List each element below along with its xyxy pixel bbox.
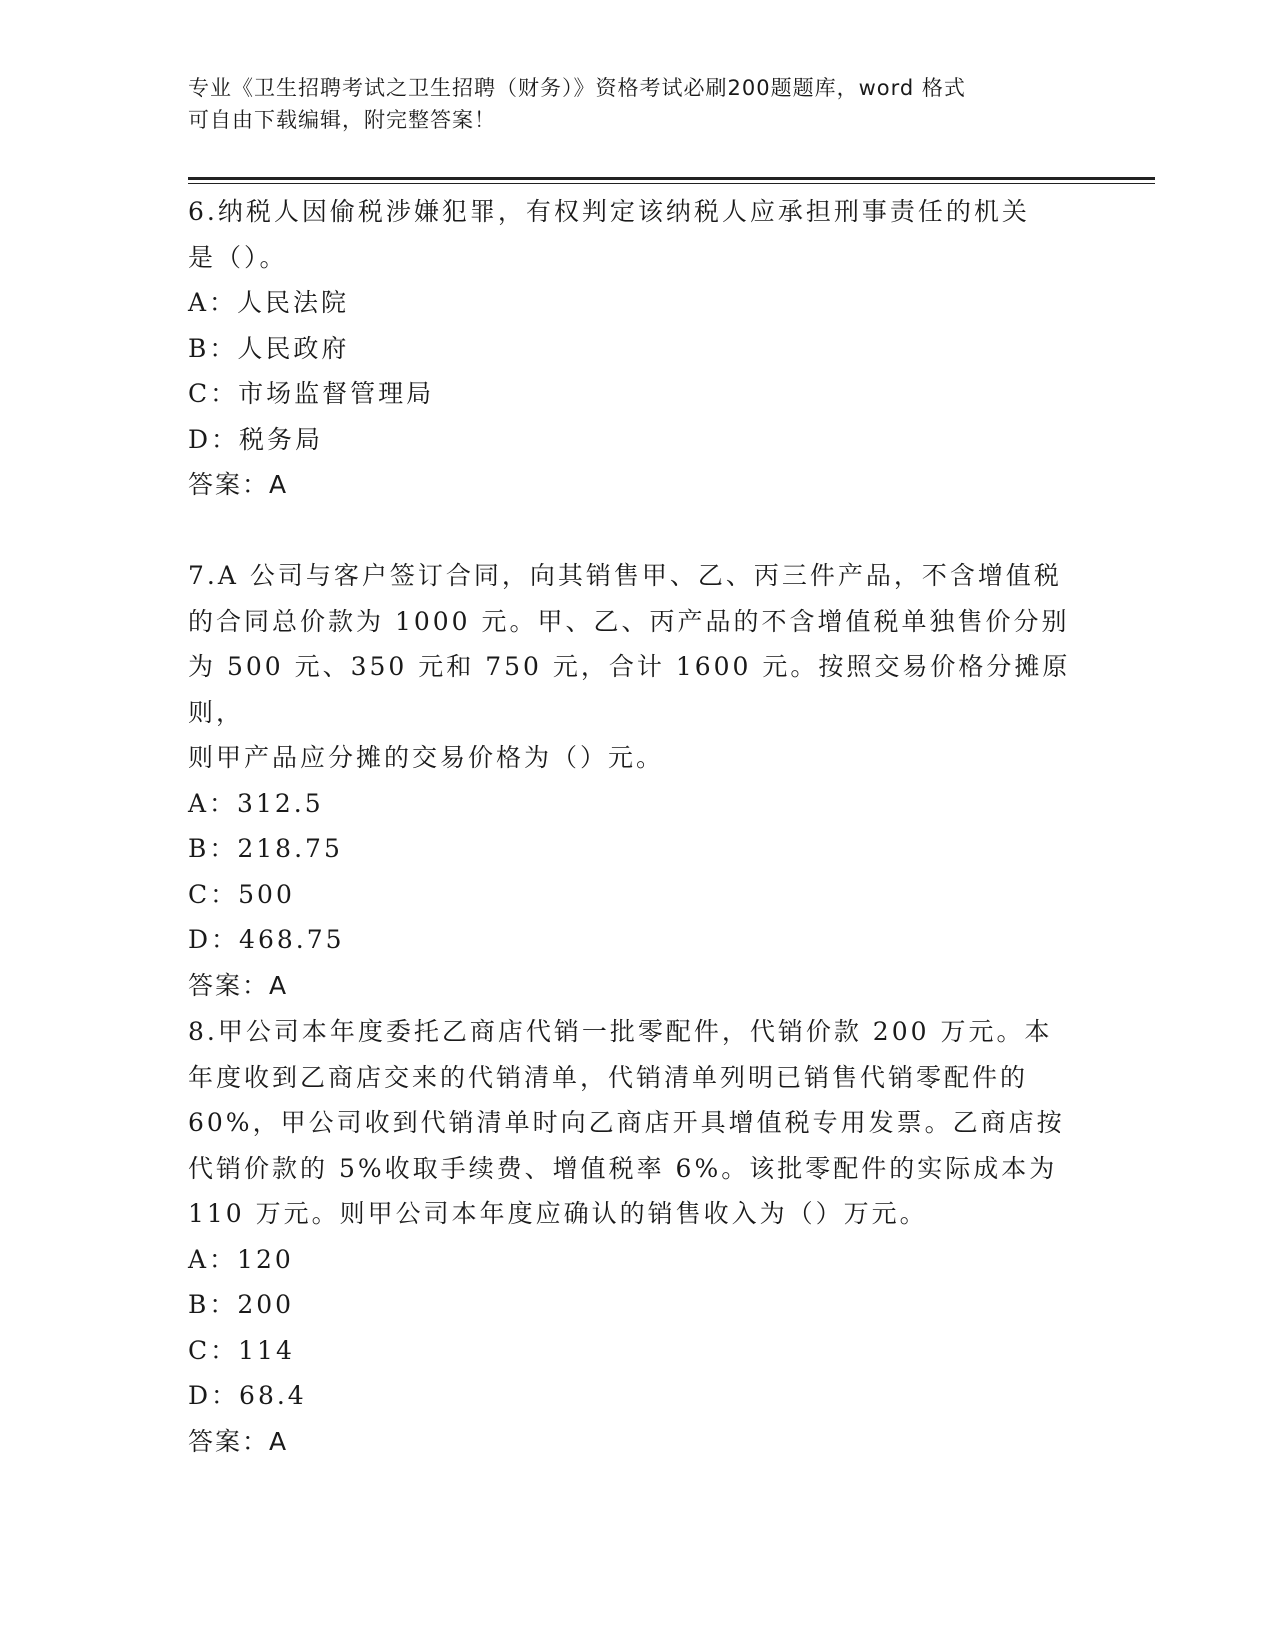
header-divider-thick [188,177,1155,180]
question-8-option-a: A：120 [188,1244,294,1274]
question-8-line-5: 110 万元。则甲公司本年度应确认的销售收入为（）万元。 [188,1199,928,1228]
question-8-option-d: D：68.4 [188,1381,307,1410]
question-6-option-b: B：人民政府 [188,333,350,363]
question-8-option-b: B：200 [188,1290,295,1319]
question-7 [188,553,1088,1008]
question-7-line-1: 7.A 公司与客户签订合同，向其销售甲、乙、丙三件产品，不含增值税 [188,561,1062,590]
header-divider-thin [188,183,1155,184]
question-7-option-a: A：312.5 [188,788,324,818]
question-6-option-c: C：市场监督管理局 [188,379,435,408]
question-6 [188,189,1088,508]
question-7-answer: 答案：A [188,970,289,1000]
question-6-option-d: D：税务局 [188,424,324,454]
question-6-line-1: 6.纳税人因偷税涉嫌犯罪，有权判定该纳税人应承担刑事责任的机关 [188,197,1030,226]
question-7-line-3: 为 500 元、350 元和 750 元，合计 1600 元。按照交易价格分摊原则， [188,652,1071,727]
question-8-option-c: C：114 [188,1335,295,1365]
question-8-text [188,1009,1088,1237]
question-8-line-4: 代销价款的 5%收取手续费、增值税率 6%。该批零配件的实际成本为 [188,1153,1058,1183]
question-7-line-2: 的合同总价款为 1000 元。甲、乙、丙产品的不含增值税单独售价分别 [188,606,1070,636]
header-line-2: 可自由下载编辑，附完整答案！ [188,108,496,132]
question-7-option-b: B：218.75 [188,834,343,863]
question-7-option-d: D：468.75 [188,925,345,954]
question-8-answer: 答案：A [188,1426,289,1456]
question-6-option-a: A：人民法院 [188,288,350,317]
header-line-1: 专业《卫生招聘考试之卫生招聘（财务）》资格考试必刷200题题库，word 格式 [188,76,966,100]
question-8 [188,1009,1088,1464]
question-6-answer: 答案：A [188,470,289,499]
document-header [188,72,1088,136]
question-8-line-1: 8.甲公司本年度委托乙商店代销一批零配件，代销价款 200 万元。本 [188,1017,1053,1046]
question-8-line-2: 年度收到乙商店交来的代销清单，代销清单列明已销售代销零配件的 [188,1062,1029,1092]
question-7-text [188,553,1088,781]
question-6-line-2: 是（）。 [188,242,288,272]
question-7-line-4: 则甲产品应分摊的交易价格为（）元。 [188,743,665,772]
question-6-text [188,189,1088,280]
question-7-option-c: C：500 [188,879,295,909]
question-8-line-3: 60%，甲公司收到代销清单时向乙商店开具增值税专用发票。乙商店按 [188,1108,1065,1137]
